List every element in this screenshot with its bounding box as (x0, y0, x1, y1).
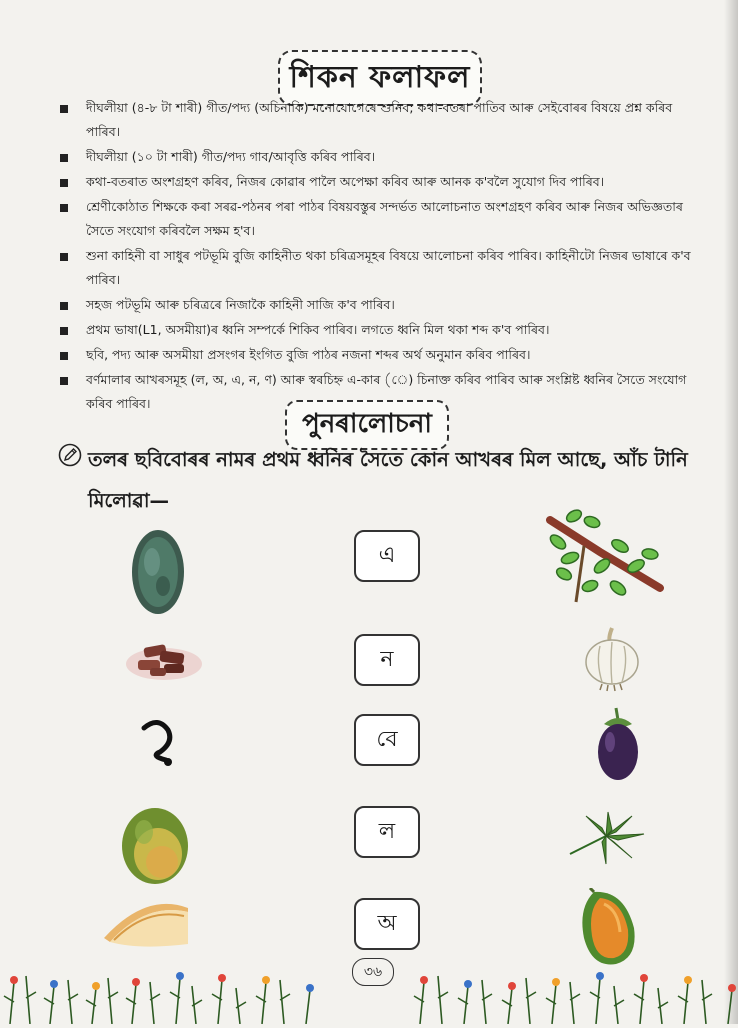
bullet-icon (60, 105, 68, 113)
bullet-icon (60, 253, 68, 261)
letter-box-o[interactable]: অ (354, 898, 420, 950)
bullet-icon (60, 204, 68, 212)
pencil-icon (58, 441, 82, 481)
nuts-icon[interactable] (124, 636, 204, 688)
lemon-slice-icon[interactable] (100, 898, 192, 954)
branch-with-leaves-icon[interactable] (540, 506, 672, 614)
numeral-one-icon[interactable] (140, 718, 180, 774)
brinjal-icon[interactable] (594, 706, 642, 786)
list-item: দীঘলীয়া (৪-৮ টা শাৰী) গীত/পদ্য (অচিনাকি) মনোযোগেৰে শুনিব; কথা-বতৰা পাতিব আৰু সেইবোৰৰ বিষয়ে প্ৰশ্ন কৰিব পাৰিব। (60, 96, 710, 144)
neem-leaves-icon[interactable] (566, 810, 648, 870)
letter-box-la[interactable]: ল (354, 806, 420, 858)
bullet-icon (60, 352, 68, 360)
list-item: দীঘলীয়া (১০ টা শাৰী) গীত/পদ্য গাব/আবৃত্তি কৰিব পাৰিব। (60, 145, 710, 169)
letter-box-be[interactable]: বে (354, 714, 420, 766)
bullet-icon (60, 327, 68, 335)
learning-outcomes-title: শিকন ফলাফল (278, 50, 482, 106)
list-item: প্ৰথম ভাষা(L1, অসমীয়া)ৰ ধ্বনি সম্পৰ্কে শিকিব পাৰিব। লগতে ধ্বনি মিল থকা শব্দ ক'ব পাৰিব। (60, 318, 710, 342)
list-item: শ্ৰেণীকোঠাত শিক্ষকে কৰা সৰৱ-পঠনৰ পৰা পাঠৰ বিষয়বস্তুৰ সন্দৰ্ভত আলোচনাত অংশগ্ৰহণ কৰিব আৰু নিজৰ অভিজ্ঞতাৰ সৈতে সংযোগ কৰিবলৈ সক্ষম হ'ব। (60, 195, 710, 243)
list-item: বৰ্ণমালাৰ আখৰসমূহ (ল, অ, এ, ন, ণ) আৰু স্বৰচিহ্ন এ-কাৰ (ে) চিনাক্ত কৰিব পাৰিব আৰু সংশ্লিষ্ট ধ্বনিৰ সৈতে সংযোগ কৰিব পাৰিব। (60, 368, 710, 416)
letter-box-e[interactable]: এ (354, 530, 420, 582)
mango-icon[interactable] (120, 804, 190, 890)
list-item: ছবি, পদ্য আৰু অসমীয়া প্ৰসংগৰ ইংগিত বুজি পাঠৰ নজনা শব্দৰ অৰ্থ অনুমান কৰিব পাৰিব। (60, 343, 710, 367)
bullet-icon (60, 179, 68, 187)
letter-box-na[interactable]: ন (354, 634, 420, 686)
review-title: পুনৰালোচনা (285, 400, 449, 450)
exercise-instruction: তলৰ ছবিবোৰৰ নামৰ প্ৰথম ধ্বনিৰ সৈতে কোন আখৰৰ মিল আছে, আঁচ টানি মিলোৱা— (58, 440, 718, 521)
page-edge-shadow (724, 0, 738, 1024)
list-item: কথা-বতৰাত অংশগ্ৰহণ কৰিব, নিজৰ কোৱাৰ পালৈ অপেক্ষা কৰিব আৰু আনক ক'বলৈ সুযোগ দিব পাৰিব। (60, 170, 710, 194)
list-item: সহজ পটভূমি আৰু চৰিত্ৰৰে নিজাকৈ কাহিনী সাজি ক'ব পাৰিব। (60, 293, 710, 317)
garlic-icon[interactable] (582, 626, 642, 696)
bullet-icon (60, 377, 68, 385)
bullet-icon (60, 302, 68, 310)
olive-icon[interactable] (130, 528, 186, 620)
learning-outcomes-list (60, 96, 710, 417)
page-number: ৩৬ (352, 958, 394, 986)
list-item: শুনা কাহিনী বা সাধুৰ পটভূমি বুজি কাহিনীত থকা চৰিত্ৰসমূহৰ বিষয়ে আলোচনা কৰিব পাৰিব। কাহিনীটো নিজৰ ভাষাৰে ক'ব পাৰিব। (60, 244, 710, 292)
bullet-icon (60, 154, 68, 162)
